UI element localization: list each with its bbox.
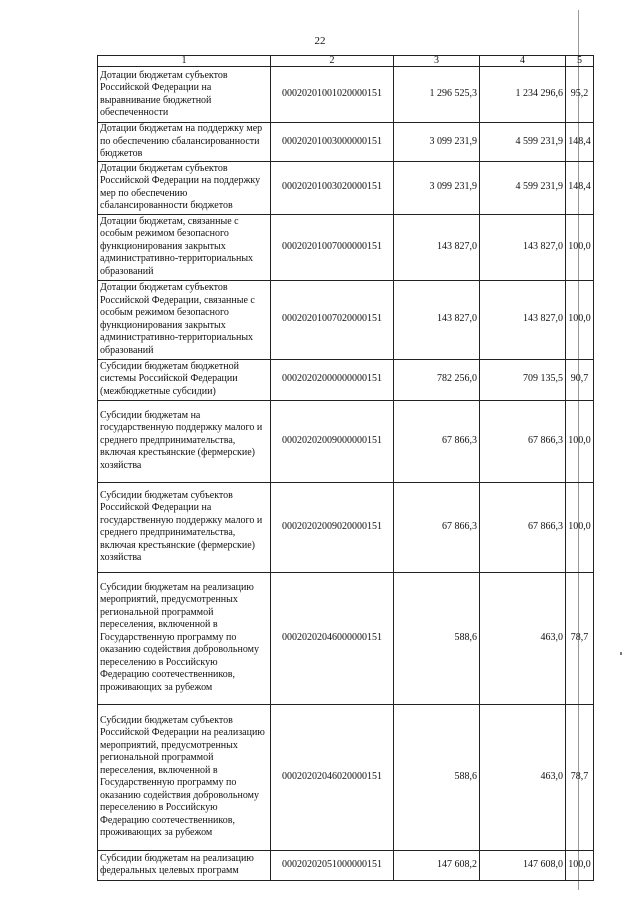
row-actual: 143 827,0 <box>480 214 566 280</box>
table-row <box>98 67 594 123</box>
row-code: 00020202009020000151 <box>271 482 394 572</box>
row-actual: 4 599 231,9 <box>480 123 566 162</box>
table-row <box>98 572 594 704</box>
row-percent: 100,0 <box>566 850 594 880</box>
row-name: Субсидии бюджетам субъектов Российской Федерации на государственную поддержку малого и среднего предпринимательства, включая крестьянские (фермерские) хозяйства <box>98 482 271 572</box>
row-code: 00020202000000000151 <box>271 359 394 400</box>
row-code: 00020201003000000151 <box>271 123 394 162</box>
table-row <box>98 400 594 482</box>
row-name: Дотации бюджетам субъектов Российской Федерации на поддержку мер по обеспечению сбалансированности бюджетов <box>98 161 271 214</box>
row-code: 00020201007020000151 <box>271 280 394 359</box>
row-plan: 67 866,3 <box>394 482 480 572</box>
row-plan: 782 256,0 <box>394 359 480 400</box>
row-code: 00020202051000000151 <box>271 850 394 880</box>
row-percent: 100,0 <box>566 280 594 359</box>
row-plan: 67 866,3 <box>394 400 480 482</box>
header-cell-1: 1 <box>98 56 271 67</box>
table-row <box>98 161 594 214</box>
row-percent: 148,4 <box>566 123 594 162</box>
row-actual: 67 866,3 <box>480 482 566 572</box>
row-actual: 709 135,5 <box>480 359 566 400</box>
row-percent: 90,7 <box>566 359 594 400</box>
row-code: 00020201003020000151 <box>271 161 394 214</box>
row-name: Дотации бюджетам субъектов Российской Федерации, связанные с особым режимом безопасного функционирования закрытых административно-территориальных образований <box>98 280 271 359</box>
row-name: Субсидии бюджетам на реализацию мероприятий, предусмотренных региональной программой переселения, включенной в Государственную программу по оказанию содействия добровольному переселению в Российскую Федерацию соотечественников, проживающих за рубежом <box>98 572 271 704</box>
header-cell-2: 2 <box>271 56 394 67</box>
header-cell-5: 5 <box>566 56 594 67</box>
table-row <box>98 214 594 280</box>
row-name: Субсидии бюджетам субъектов Российской Федерации на реализацию мероприятий, предусмотренных региональной программой переселения, включенной в Государственную программу по оказанию содействия добровольному переселению в Российскую Федерацию соотечественников, проживающих за рубежом <box>98 704 271 850</box>
row-name: Дотации бюджетам, связанные с особым режимом безопасного функционирования закрытых административно-территориальных образований <box>98 214 271 280</box>
table-row <box>98 123 594 162</box>
row-percent: 78,7 <box>566 572 594 704</box>
table-row <box>98 704 594 850</box>
row-plan: 588,6 <box>394 572 480 704</box>
row-actual: 463,0 <box>480 572 566 704</box>
row-code: 00020201001020000151 <box>271 67 394 123</box>
row-name: Субсидии бюджетам на государственную поддержку малого и среднего предпринимательства, включая крестьянские (фермерские) хозяйства <box>98 400 271 482</box>
row-percent: 100,0 <box>566 214 594 280</box>
row-plan: 143 827,0 <box>394 214 480 280</box>
row-percent: 95,2 <box>566 67 594 123</box>
row-percent: 100,0 <box>566 400 594 482</box>
row-percent: 78,7 <box>566 704 594 850</box>
row-actual: 143 827,0 <box>480 280 566 359</box>
table-row <box>98 850 594 880</box>
row-actual: 147 608,0 <box>480 850 566 880</box>
table-header-row <box>98 56 594 67</box>
table-row <box>98 280 594 359</box>
header-cell-4: 4 <box>480 56 566 67</box>
row-name: Субсидии бюджетам на реализацию федеральных целевых программ <box>98 850 271 880</box>
row-name: Субсидии бюджетам бюджетной системы Российской Федерации (межбюджетные субсидии) <box>98 359 271 400</box>
budget-table <box>97 55 594 881</box>
row-plan: 147 608,2 <box>394 850 480 880</box>
row-actual: 67 866,3 <box>480 400 566 482</box>
row-name: Дотации бюджетам на поддержку мер по обеспечению сбалансированности бюджетов <box>98 123 271 162</box>
row-plan: 3 099 231,9 <box>394 123 480 162</box>
row-plan: 3 099 231,9 <box>394 161 480 214</box>
row-code: 00020202046000000151 <box>271 572 394 704</box>
table-row <box>98 359 594 400</box>
row-actual: 1 234 296,6 <box>480 67 566 123</box>
row-plan: 143 827,0 <box>394 280 480 359</box>
row-percent: 148,4 <box>566 161 594 214</box>
row-code: 00020202009000000151 <box>271 400 394 482</box>
scan-speck <box>620 652 622 655</box>
row-code: 00020201007000000151 <box>271 214 394 280</box>
row-plan: 588,6 <box>394 704 480 850</box>
row-code: 00020202046020000151 <box>271 704 394 850</box>
row-plan: 1 296 525,3 <box>394 67 480 123</box>
row-percent: 100,0 <box>566 482 594 572</box>
row-actual: 4 599 231,9 <box>480 161 566 214</box>
row-name: Дотации бюджетам субъектов Российской Федерации на выравнивание бюджетной обеспеченности <box>98 67 271 123</box>
page-number: 22 <box>314 35 326 47</box>
row-actual: 463,0 <box>480 704 566 850</box>
table-row <box>98 482 594 572</box>
header-cell-3: 3 <box>394 56 480 67</box>
